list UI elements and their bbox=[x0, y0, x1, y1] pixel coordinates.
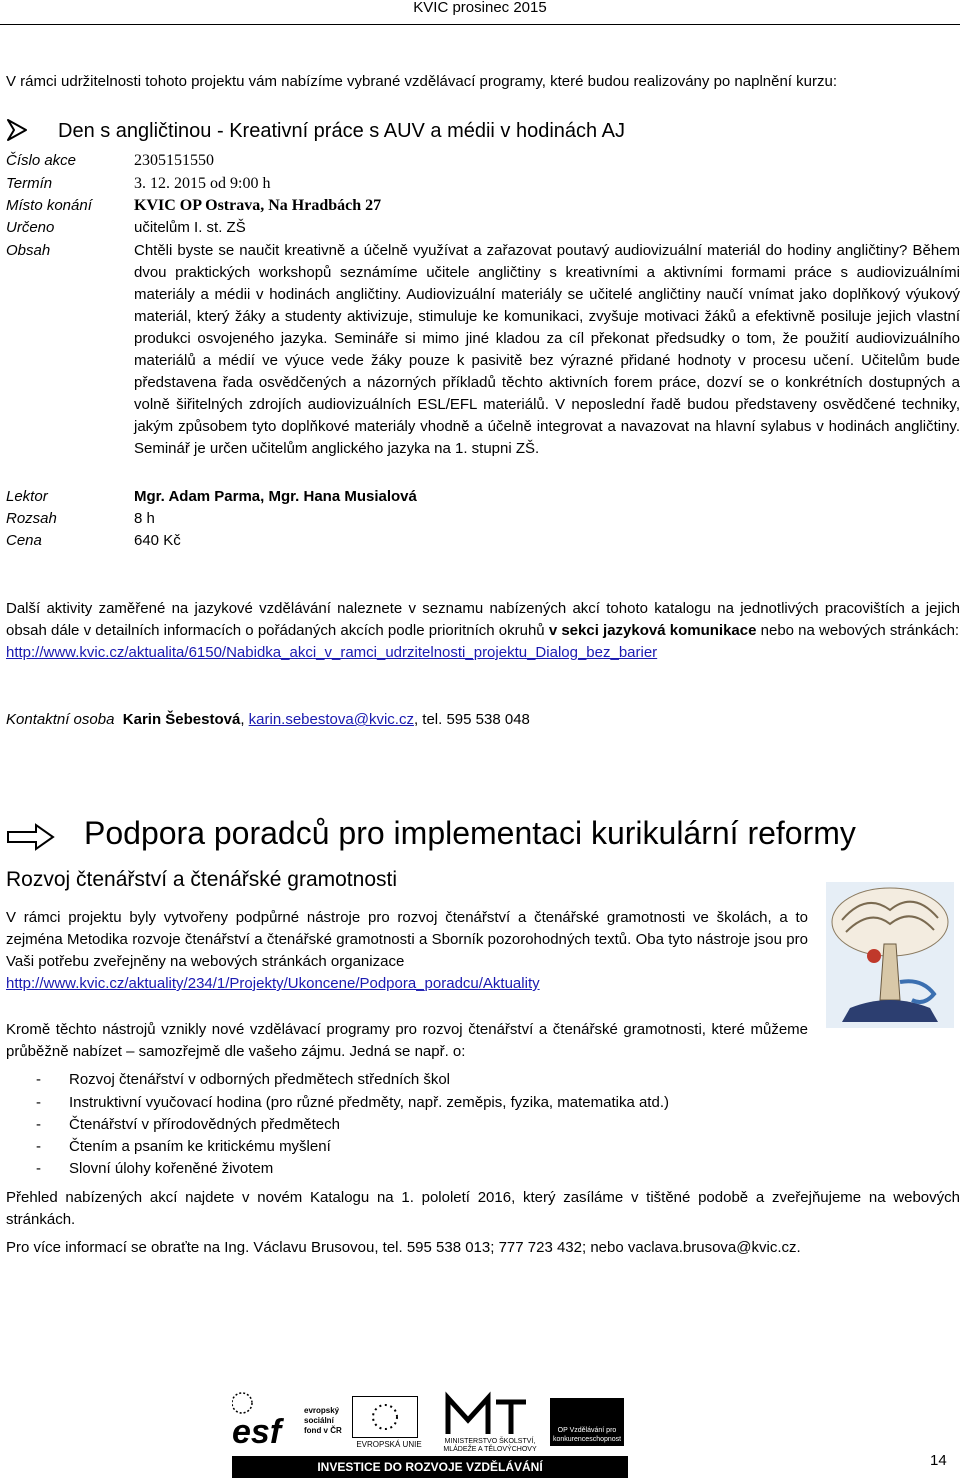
row-label: Místo konání bbox=[6, 197, 92, 214]
course-title: Den s angličtinou - Kreativní práce s AUV a médii v hodinách AJ bbox=[58, 120, 625, 142]
row-label: Cena bbox=[6, 532, 42, 549]
row-label: Termín bbox=[6, 175, 53, 192]
row-label: Obsah bbox=[6, 242, 51, 259]
contact-name: Karin Šebestová bbox=[122, 711, 241, 728]
eu-flag-icon bbox=[353, 1397, 417, 1437]
row-cislo-akce bbox=[6, 150, 960, 172]
course-description: Chtěli byste se naučit kreativně a účelně využívat a zařazovat poutavý audiovizuální materiál do hodiny angličtiny? Během dvou praktických workshopů seznámíme učitele angličtiny s kreativními a aktivními formami práce s audiovizuálními materiály a médii v hodinách angličtiny. Audiovizuální materiály se učitelé angličtiny naučí vnímat jako doplňkový výukový materiál, který žáky a studenty aktivizuje, stimuluje ke komunikaci, zvyšuje motivaci žáků a efektivně posiluje jejich vlastní produkci osvojeného jazyka. Semináře si mimo jiné kladou za cíl překonat předsudky o tom, že použití audiovizuálního materiálů a médií ve výuce vede žáky pouze k pasivitě bez výrazné přidané hodnoty v procesu učení. Učitelům bude představena řada osvědčených a názorných příkladů těchto aktivních forem práce, dozví se o konkrétních dostupných a volně šiřitelných zdrojích audiovizuálních ESL/EFL materiálů. V neposlední řadě budou představeny osvědčené techniky, jakým způsobem tyto doplňkové materiály vhodně a účelně integrovat a navazovat na hlavní sylabus v hodinách angličtiny. Seminář je určen učitelům anglického jazyka na 1. stupni ZŠ. bbox=[134, 242, 960, 457]
further-activities-paragraph bbox=[6, 598, 960, 664]
funding-logos-bar bbox=[232, 1388, 632, 1480]
intro-text: V rámci udržitelnosti tohoto projektu vám nabízíme vybrané vzdělávací programy, které budou realizovány po naplnění kurzu: bbox=[6, 73, 837, 90]
outline-arrow-icon bbox=[6, 822, 56, 852]
row-value: 2305151550 bbox=[134, 152, 214, 169]
row-label: Číslo akce bbox=[6, 152, 77, 169]
section-heading bbox=[6, 812, 960, 856]
page-header-title: KVIC prosinec 2015 bbox=[413, 0, 547, 16]
row-value: 8 h bbox=[134, 510, 155, 527]
row-value: 640 Kč bbox=[134, 532, 181, 549]
row-value: Mgr. Adam Parma, Mgr. Hana Musialová bbox=[134, 488, 417, 505]
reading-tools-link[interactable]: http://www.kvic.cz/aktuality/234/1/Projekty/Ukoncene/Podpora_poradcu/Aktuality bbox=[6, 975, 540, 992]
book-tree-illustration bbox=[826, 882, 954, 1028]
arrowhead-bullet-icon bbox=[6, 118, 28, 142]
row-label: Lektor bbox=[6, 488, 48, 505]
reading-tools-paragraph bbox=[6, 907, 808, 995]
esf-logo bbox=[232, 1388, 302, 1452]
contact-separator: , bbox=[240, 711, 249, 728]
eu-flag-logo bbox=[352, 1396, 418, 1438]
row-label: Určeno bbox=[6, 219, 55, 236]
investment-banner: INVESTICE DO ROZVOJE VZDĚLÁVÁNÍ bbox=[232, 1456, 628, 1478]
section-title: Podpora poradců pro implementaci kurikulární reformy bbox=[84, 815, 856, 851]
further-bold-text: v sekci jazyková komunikace bbox=[548, 622, 757, 639]
course-heading bbox=[6, 118, 956, 144]
contact-line bbox=[6, 709, 960, 731]
row-label: Rozsah bbox=[6, 510, 57, 527]
eu-caption: EVROPSKÁ UNIE bbox=[356, 1440, 422, 1449]
row-value: učitelům I. st. ZŠ bbox=[134, 219, 246, 236]
contact-phone: , tel. 595 538 048 bbox=[413, 711, 530, 728]
new-programs-paragraph: Kromě těchto nástrojů vznikly nové vzdělávací programy pro rozvoj čtenářství a čtenářské gramotnosti, které můžeme průběžně nabízet – samozřejmě dle vašeho zájmu. Jedná se např. o: bbox=[6, 1021, 808, 1060]
esf-logo-text: esf bbox=[232, 1413, 282, 1451]
further-link[interactable]: http://www.kvic.cz/aktualita/6150/Nabidka_akci_v_ramci_udrzitelnosti_projektu_Dialog_bez_barier bbox=[6, 644, 658, 661]
reading-tools-text: V rámci projektu byly vytvořeny podpůrné nástroje pro rozvoj čtenářství a čtenářské gramotnosti ve školách, a to zejména Metodika rozvoje čtenářství a čtenářské gramotnosti a Sborník pozorohodných textů. Oba tyto nástroje jsou pro Vaši potřebu zveřejněny na webových stránkách organizace bbox=[6, 909, 808, 970]
msmt-logo-icon bbox=[444, 1388, 530, 1436]
row-urceno bbox=[6, 217, 960, 239]
catalog-paragraph: Přehled nabízených akcí najdete v novém Katalogu na 1. pololetí 2016, který zasíláme v tištěné podobě a zveřejňujeme na webových stránkách. bbox=[6, 1189, 960, 1228]
esf-caption: evropský sociální fond v ČR bbox=[304, 1406, 342, 1435]
contact-label: Kontaktní osoba bbox=[6, 711, 115, 728]
contact-email-link[interactable]: karin.sebestova@kvic.cz bbox=[248, 711, 414, 728]
more-info-paragraph: Pro více informací se obraťte na Ing. Václavu Brusovou, tel. 595 538 013; 777 723 432; nebo vaclava.brusova@kvic.cz. bbox=[6, 1239, 801, 1256]
row-termin bbox=[6, 173, 960, 195]
further-text-end: nebo na webových stránkách: bbox=[756, 622, 960, 639]
row-lektor bbox=[6, 486, 960, 508]
row-rozsah bbox=[6, 508, 960, 530]
row-cena bbox=[6, 530, 960, 552]
op-logo bbox=[550, 1398, 624, 1446]
msmt-caption: MINISTERSTVO ŠKOLSTVÍ, MLÁDEŽE A TĚLOVÝCHOVY bbox=[443, 1438, 537, 1453]
row-value: 3. 12. 2015 od 9:00 h bbox=[134, 175, 271, 192]
page-number: 14 bbox=[930, 1452, 947, 1469]
section-subtitle: Rozvoj čtenářství a čtenářské gramotnosti bbox=[6, 868, 398, 891]
row-misto-konani bbox=[6, 195, 960, 217]
header-divider bbox=[0, 24, 960, 25]
row-value: KVIC OP Ostrava, Na Hradbách 27 bbox=[134, 197, 382, 214]
op-logo-text: OP Vzdělávání pro konkurenceschopnost bbox=[553, 1427, 622, 1443]
further-text: Další aktivity zaměřené na jazykové vzdělávání naleznete v seznamu nabízených akcí tohoto katalogu na jednotlivých pracovištích a jejich obsah dále v detailních informacích o pořádaných akcích podle prioritních okruhů bbox=[6, 600, 960, 639]
